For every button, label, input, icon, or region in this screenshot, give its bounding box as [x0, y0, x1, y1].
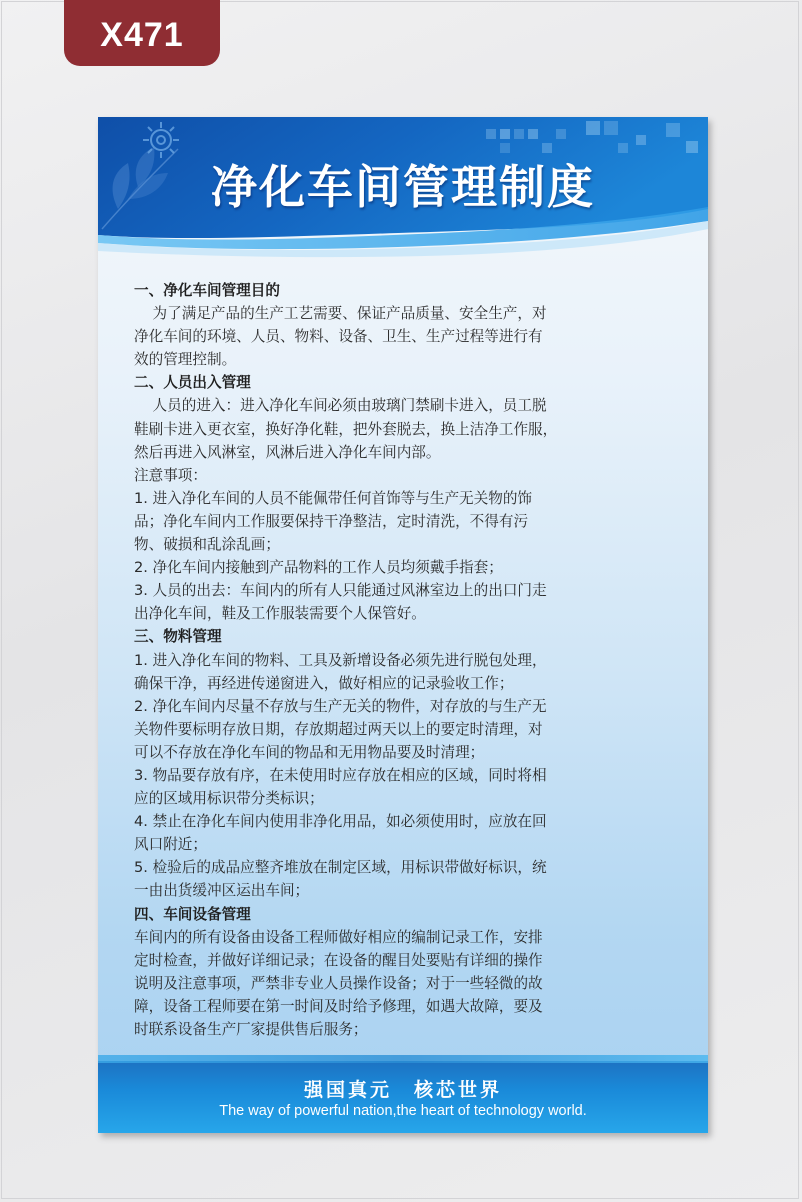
section-heading: 四、车间设备管理	[134, 905, 251, 923]
content-line: 说明及注意事项，严禁非专业人员操作设备；对于一些轻微的故	[134, 974, 543, 992]
footer-accent-stripe	[98, 1055, 708, 1063]
content-line: 时联系设备生产厂家提供售后服务；	[134, 1021, 368, 1038]
content-line: 风口附近；	[134, 836, 207, 854]
content-line: 净化车间的环境、人员、物料、设备、卫生、生产过程等进行有	[134, 328, 543, 346]
content-line: 注意事项：	[134, 466, 207, 484]
content-line: 5. 检验后的成品应整齐堆放在制定区域，用标识带做好标识，统	[134, 859, 547, 877]
section-heading: 三、物料管理	[134, 628, 222, 646]
content-line: 定时检查，并做好详细记录；在设备的醒目处要贴有详细的操作	[134, 951, 543, 969]
content-line: 可以不存放在净化车间的物品和无用物品要及时清理；	[134, 743, 485, 761]
content-line: 障，设备工程师要在第一时间及时给予修理，如遇大故障，要及	[134, 997, 543, 1015]
content-line: 人员的进入：进入净化车间必须由玻璃门禁刷卡进入，员工脱	[134, 397, 547, 415]
content-line: 一由出货缓冲区运出车间；	[134, 882, 310, 900]
content-line: 鞋刷卡进入更衣室，换好净化鞋，把外套脱去，换上洁净工作服，	[134, 420, 558, 438]
content-line: 1. 进入净化车间的物料、工具及新增设备必须先进行脱包处理，	[134, 651, 547, 669]
section-heading: 一、净化车间管理目的	[134, 282, 280, 299]
content-line: 物、破损和乱涂乱画；	[134, 536, 280, 554]
poster-board	[98, 117, 708, 1133]
content-line: 4. 禁止在净化车间内使用非净化用品，如必须使用时，应放在回	[134, 813, 547, 831]
footer-tagline: The way of powerful nation,the heart of technology world.	[219, 1103, 587, 1119]
footer-band	[98, 1061, 708, 1133]
content-line: 关物件要标明存放日期，存放期超过两天以上的要定时清理，对	[134, 720, 543, 738]
content-line: 3. 人员的出去：车间内的所有人只能通过风淋室边上的出口门走	[134, 582, 547, 600]
content-line: 2. 净化车间内接触到产品物料的工作人员均须戴手指套；	[134, 559, 503, 577]
content-line: 出净化车间，鞋及工作服装需要个人保管好。	[134, 605, 426, 623]
poster-title: 净化车间管理制度	[211, 160, 595, 214]
content-line: 2. 净化车间内尽量不存放与生产无关的物件，对存放的与生产无	[134, 697, 547, 715]
content-line: 应的区域用标识带分类标识；	[134, 790, 324, 808]
content-line: 然后再进入风淋室，风淋后进入净化车间内部。	[134, 443, 441, 461]
section-heading: 二、人员出入管理	[134, 374, 251, 392]
content-line: 3. 物品要存放有序，在未使用时应存放在相应的区域，同时将相	[134, 766, 547, 784]
content-line: 品；净化车间内工作服要保持干净整洁，定时清洗，不得有污	[134, 512, 529, 530]
content-line: 确保干净，再经进传递窗进入，做好相应的记录验收工作；	[134, 674, 514, 692]
content-line: 效的管理控制。	[134, 351, 237, 369]
content-line: 为了满足产品的生产工艺需要、保证产品质量、安全生产，对	[134, 305, 547, 323]
footer-slogan: 强国真元 核芯世界	[303, 1079, 502, 1101]
product-code: X471	[100, 16, 184, 54]
product-code-tag	[64, 0, 220, 66]
regulation-content	[134, 279, 674, 1041]
content-line: 1. 进入净化车间的人员不能佩带任何首饰等与生产无关物的饰	[134, 489, 533, 507]
content-line: 车间内的所有设备由设备工程师做好相应的编制记录工作，安排	[134, 928, 543, 946]
